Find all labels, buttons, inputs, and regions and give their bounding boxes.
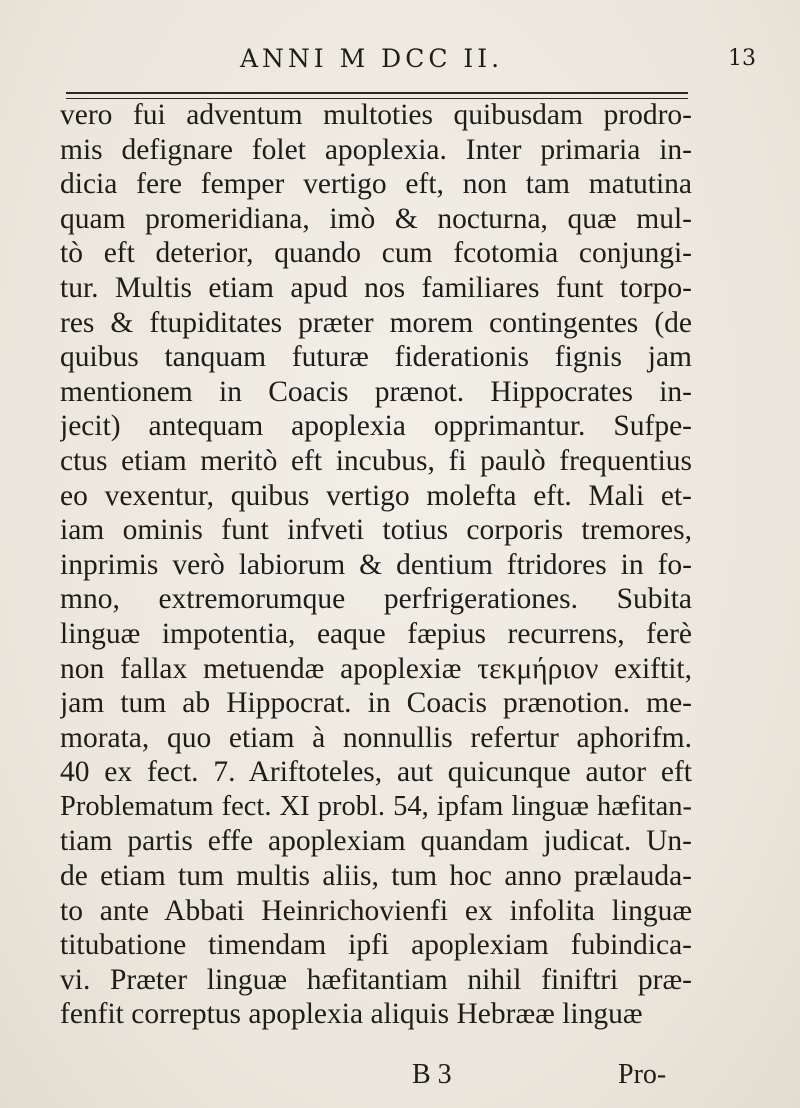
text-line: linguæ impotentia, eaque fæpius recurrens, ferè bbox=[60, 617, 692, 650]
text-line: eo vexentur, quibus vertigo molefta eft. Mali et- bbox=[60, 479, 692, 512]
text-line: jecit) antequam apoplexia opprimantur. Sufpe- bbox=[60, 410, 692, 443]
text-line: tò eft deterior, quando cum fcotomia conjungi- bbox=[60, 237, 692, 270]
signature-mark: B 3 bbox=[412, 1059, 452, 1090]
text-line: de etiam tum multis aliis, tum hoc anno prælauda- bbox=[60, 860, 692, 893]
text-line: ctus etiam meritò eft incubus, fi paulò frequentius bbox=[60, 444, 692, 477]
text-line: non fallax metuendæ apoplexiæ τεκμήριον exiftit, bbox=[60, 652, 692, 685]
text-line: dicia fere femper vertigo eft, non tam matutina bbox=[60, 168, 692, 201]
text-line: 40 ex fect. 7. Ariftoteles, aut quicunque autor eft bbox=[60, 756, 692, 789]
text-line: mentionem in Coacis prænot. Hippocrates in- bbox=[60, 375, 692, 408]
text-line: tur. Multis etiam apud nos familiares funt torpo- bbox=[60, 271, 692, 304]
text-line: jam tum ab Hippocrat. in Coacis prænotion. me- bbox=[60, 687, 692, 720]
text-line: inprimis verò labiorum & dentium ftridores in fo- bbox=[60, 548, 692, 581]
text-line: res & ftupiditates præter morem contingentes (de bbox=[60, 306, 692, 339]
text-line: fenfit correptus apoplexia aliquis Hebrææ linguæ bbox=[60, 998, 643, 1031]
text-line: titubatione timendam ipfi apoplexiam fubindica- bbox=[60, 929, 692, 962]
body-text bbox=[60, 98, 692, 1032]
text-line: quam promeridiana, imò & nocturna, quæ mul- bbox=[60, 202, 692, 235]
page-number: 13 bbox=[728, 46, 756, 71]
text-line: iam ominis funt infveti totius corporis tremores, bbox=[60, 514, 692, 547]
text-line: to ante Abbati Heinrichovienfi ex infolita linguæ bbox=[60, 894, 692, 927]
text-line: tiam partis effe apoplexiam quandam judicat. Un- bbox=[60, 825, 692, 858]
catchline bbox=[0, 1059, 800, 1095]
text-line: mno, extremorumque perfrigerationes. Subita bbox=[60, 583, 692, 616]
text-line: morata, quo etiam à nonnullis refertur aphorifm. bbox=[60, 721, 692, 754]
catchword: Pro- bbox=[618, 1059, 667, 1090]
text-line: vero fui adventum multoties quibusdam prodro- bbox=[60, 99, 692, 131]
running-head: ANNI M DCC II. bbox=[240, 44, 504, 73]
text-line: quibus tanquam futuræ fiderationis fignis jam bbox=[60, 341, 692, 374]
text-line: vi. Præter linguæ hæfitantiam nihil finiftri præ- bbox=[60, 963, 692, 996]
text-line: mis defignare folet apoplexia. Inter primaria in- bbox=[60, 133, 692, 166]
page-header bbox=[0, 44, 800, 84]
text-line: Problematum fect. XI probl. 54, ipfam linguæ hæfitan- bbox=[60, 790, 692, 822]
